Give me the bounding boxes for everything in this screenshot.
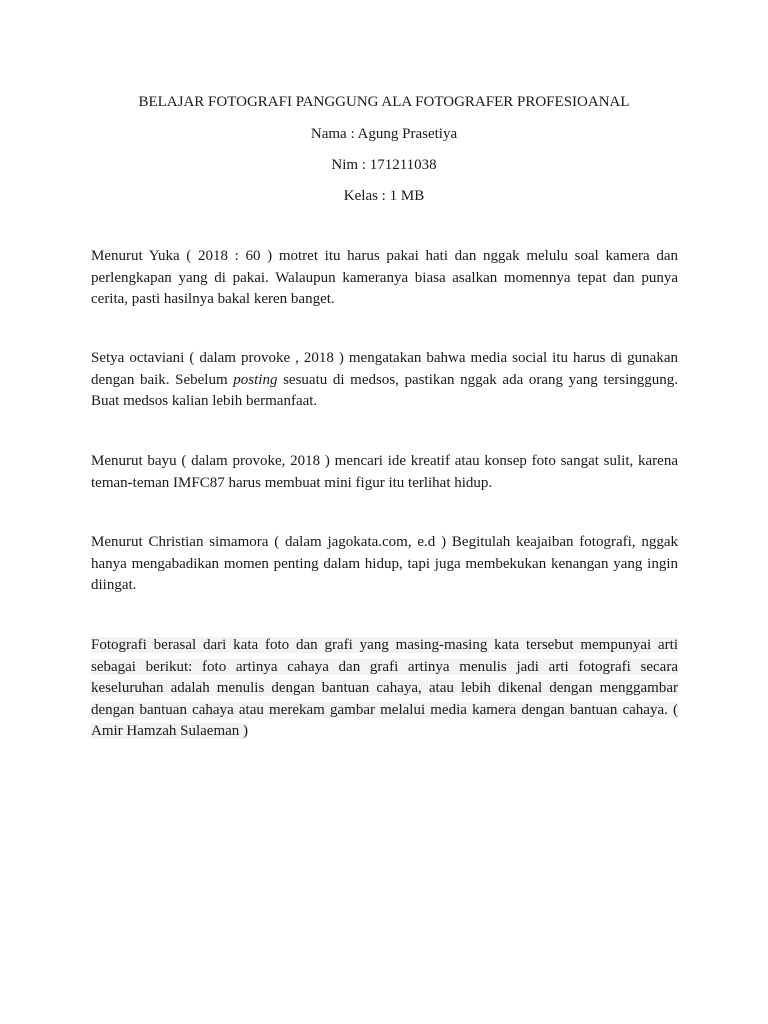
highlighted-text: Fotografi berasal dari kata foto dan grafi yang masing-masing kata tersebut mempunyai arti sebagai berikut: foto artinya cahaya dan grafi artinya menulis jadi arti fotografi secara keseluruhan adalah menulis dengan bantuan cahaya, atau lebih dikenal dengan menggambar dengan bantuan cahaya atau merekam gambar melalui media kamera dengan bantuan cahaya. ( Amir Hamzah Sulaeman )	[91, 637, 678, 739]
class-line: Kelas : 1 MB	[343, 188, 425, 204]
author-name-line: Nama : Agung Prasetiya	[310, 126, 458, 142]
paragraph-fotografi-definition	[91, 635, 678, 743]
paragraph-yuka: Menurut Yuka ( 2018 : 60 ) motret itu harus pakai hati dan nggak melulu soal kamera dan perlengkapan yang di pakai. Walaupun kameranya biasa asalkan momennya tepat dan punya cerita, pasti hasilnya bakal keren banget.	[91, 248, 678, 307]
paragraph-setya-octaviani	[91, 348, 678, 413]
paragraph-christian-simamora: Menurut Christian simamora ( dalam jagokata.com, e.d ) Begitulah keajaiban fotografi, nggak hanya mengabadikan momen penting dalam hidup, tapi juga membekukan kenangan yang ingin diingat.	[91, 534, 678, 593]
italic-term: posting	[233, 371, 278, 388]
student-id-line: Nim : 171211038	[331, 157, 437, 173]
paragraph-text: Setya octaviani ( dalam provoke , 2018 ) mengatakan bahwa media social itu harus di gunakan dengan baik. Sebelum	[91, 350, 678, 388]
paragraph-bayu: Menurut bayu ( dalam provoke, 2018 ) mencari ide kreatif atau konsep foto sangat sulit, karena teman-teman IMFC87 harus membuat mini figur itu terlihat hidup.	[91, 453, 678, 491]
paragraph-text: sesuatu di medsos, pastikan nggak ada orang yang tersinggung. Buat medsos kalian lebih bermanfaat.	[91, 371, 678, 409]
document-title: BELAJAR FOTOGRAFI PANGGUNG ALA FOTOGRAFER PROFESIOANAL	[138, 94, 630, 110]
